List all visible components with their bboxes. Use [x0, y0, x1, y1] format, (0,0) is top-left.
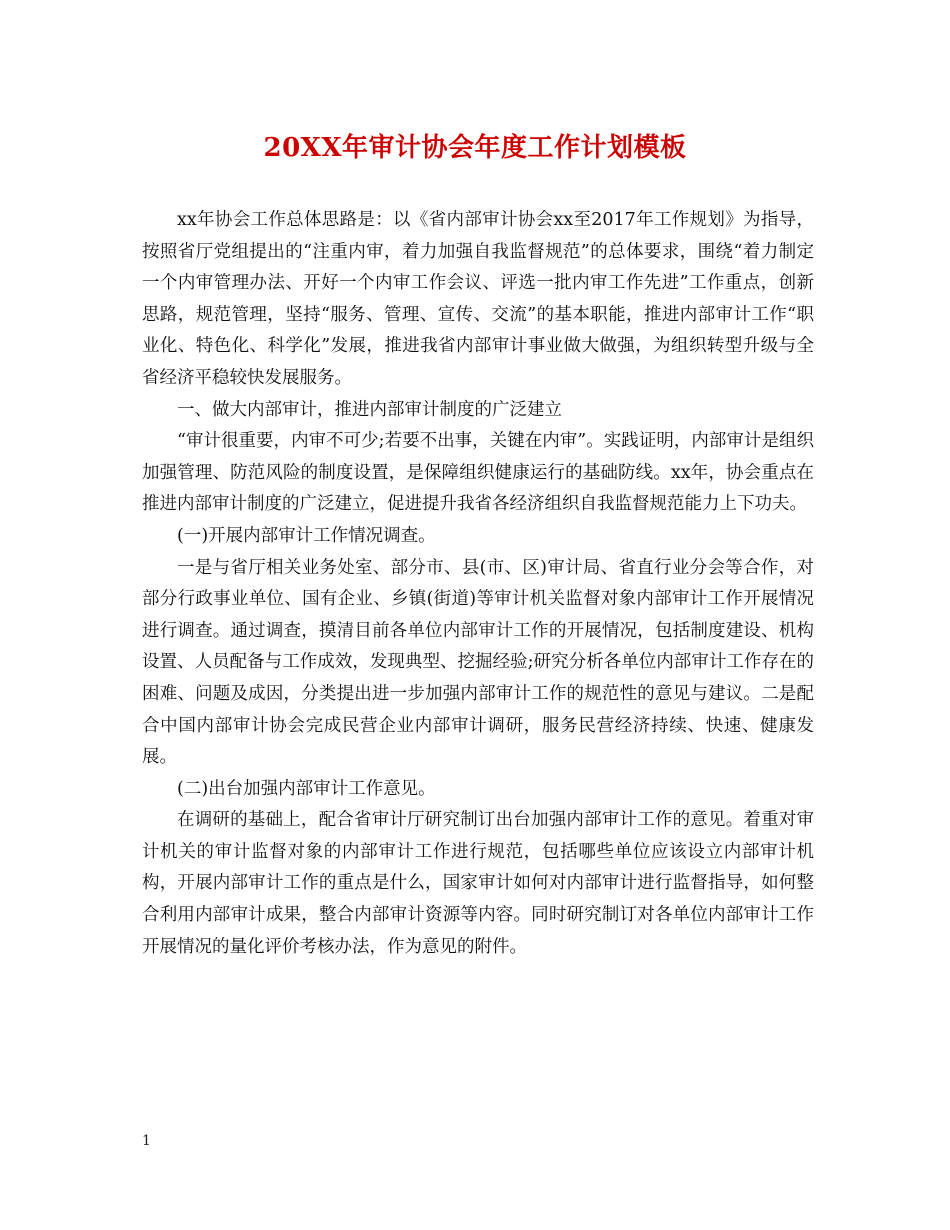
subsection-heading-2: (二)出台加强内部审计工作意见。 [177, 778, 436, 799]
document-title: 20XX年审计协会年度工作计划模板 [263, 133, 687, 163]
subsection-heading-1: (一)开展内部审计工作情况调查。 [177, 525, 436, 546]
paragraph-survey: 一是与省厅相关业务处室、部分市、县(市、区)审计局、省直行业分会等合作，对部分行政事业单位、国有企业、乡镇(街道)等审计机关监督对象内部审计工作开展情况进行调查。通过调查，摸清目前各单位内部审计工作的开展情况，包括制度建设、机构设置、人员配备与工作成效，发现典型、挖掘经验;研究分析各单位内部审计工作存在的困难、问题及成因，分类提出进一步加强内部审计工作的规范性的意见与建议。二是配合中国内部审计协会完成民营企业内部审计调研，服务民营经济持续、快速、健康发展。 [142, 557, 814, 768]
page-number: 1 [142, 1133, 151, 1149]
paragraph-audit-importance: “审计很重要，内审不可少;若要不出事，关键在内审”。实践证明，内部审计是组织加强管理、防范风险的制度设置，是保障组织健康运行的基础防线。xx年，协会重点在推进内部审计制度的广泛建立，促进提升我省各经济组织自我监督规范能力上下功夫。 [142, 431, 814, 515]
document-body [142, 205, 814, 963]
section-heading-1: 一、做大内部审计，推进内部审计制度的广泛建立 [177, 399, 562, 420]
paragraph-opinion: 在调研的基础上，配合省审计厅研究制订出台加强内部审计工作的意见。着重对审计机关的审计监督对象的内部审计工作进行规范，包括哪些单位应该设立内部审计机构，开展内部审计工作的重点是什么，国家审计如何对内部审计进行监督指导，如何整合利用内部审计成果，整合内部审计资源等内容。同时研究制订对各单位内部审计工作开展情况的量化评价考核办法，作为意见的附件。 [142, 810, 814, 957]
paragraph-overall-approach: xx年协会工作总体思路是：以《省内部审计协会xx至2017年工作规划》为指导，按照省厅党组提出的“注重内审，着力加强自我监督规范”的总体要求，围绕“着力制定一个内审管理办法、开好一个内审工作会议、评选一批内审工作先进”工作重点，创新思路，规范管理，坚持“服务、管理、宣传、交流”的基本职能，推进内部审计工作“职业化、特色化、科学化”发展，推进我省内部审计事业做大做强，为组织转型升级与全省经济平稳较快发展服务。 [142, 210, 814, 388]
